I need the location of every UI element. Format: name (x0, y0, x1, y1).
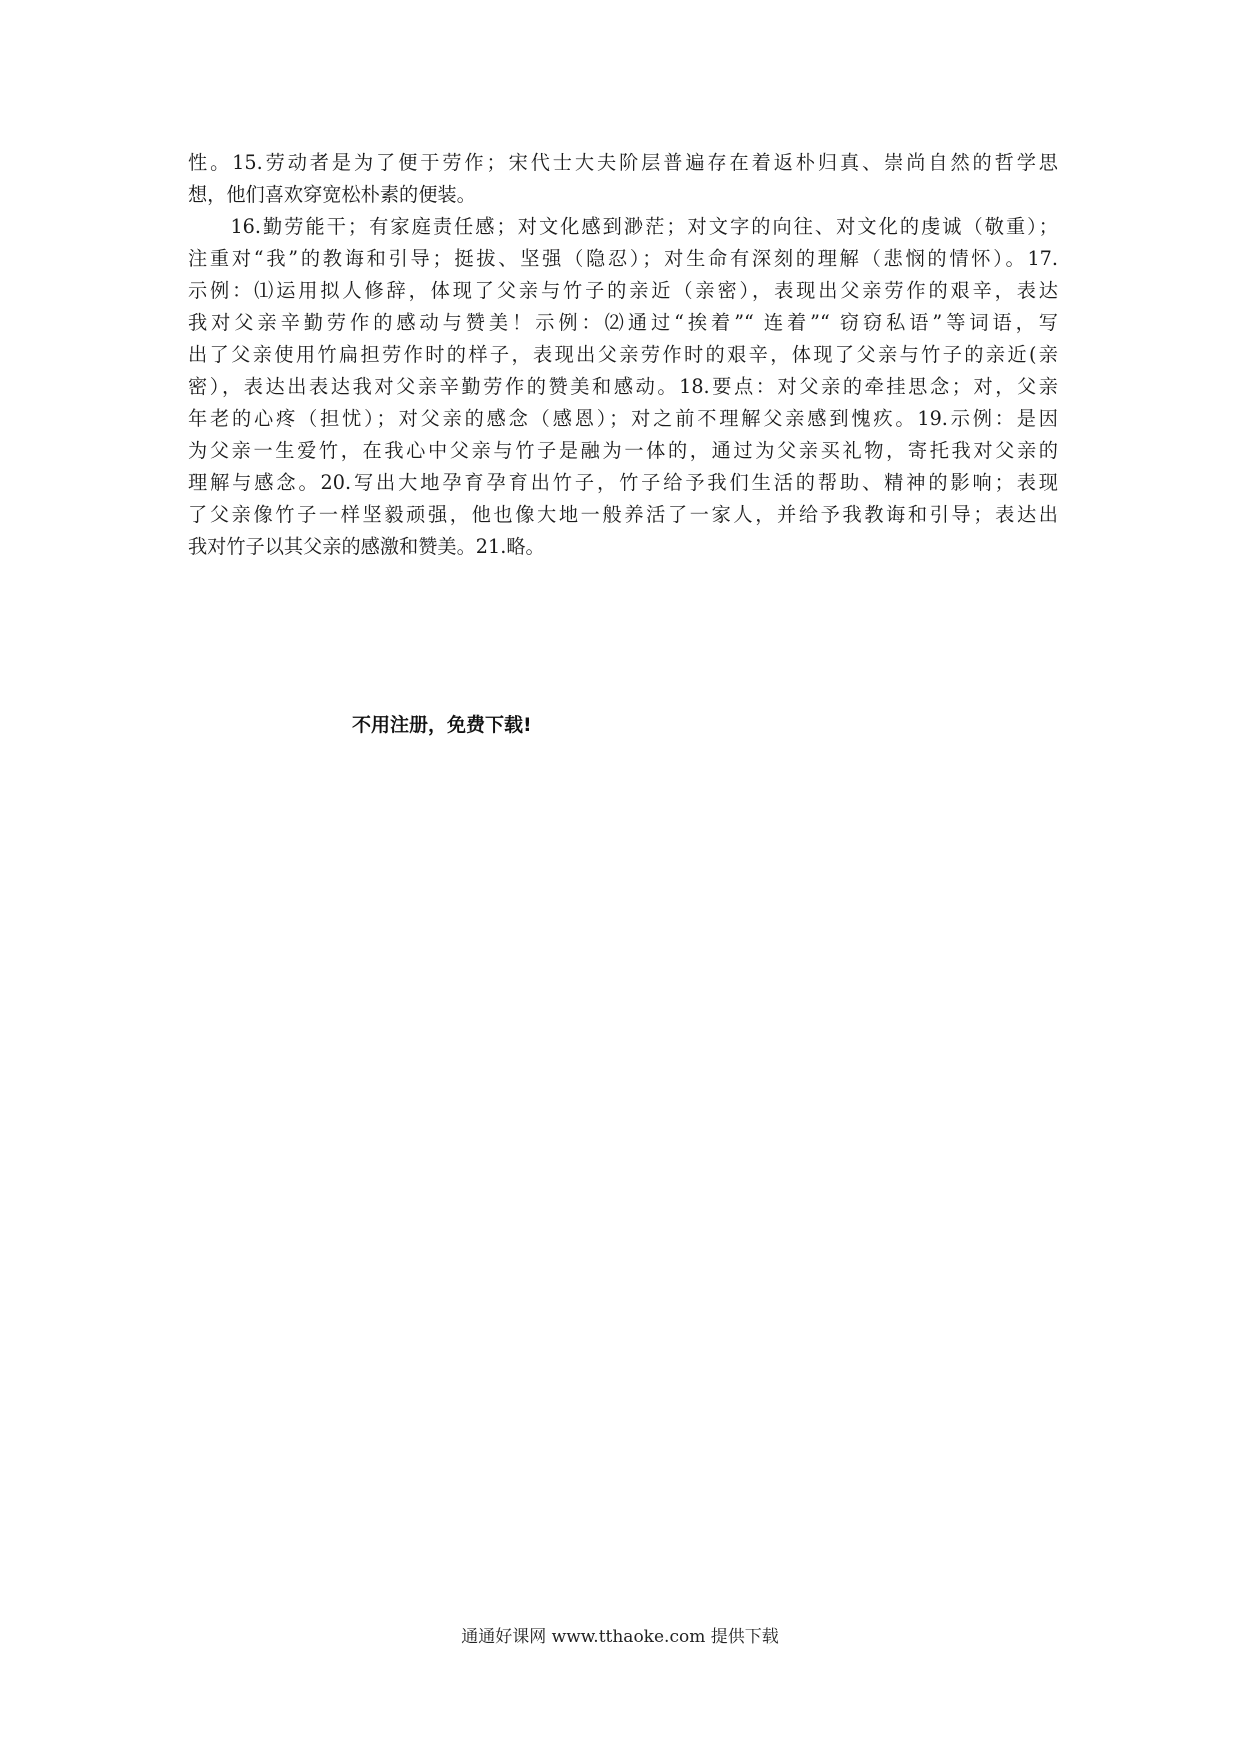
text-line: 年老的心疼（担忧）；对父亲的感念（感恩）；对之前不理解父亲感到愧疚。19.示例：是因 (188, 407, 1058, 430)
text-line: 想，他们喜欢穿宽松朴素的便装。 (188, 183, 476, 206)
text-line: 示例：⑴运用拟人修辞，体现了父亲与竹子的亲近（亲密），表现出父亲劳作的艰辛，表达 (188, 279, 1058, 302)
text-line: 性。15.劳动者是为了便于劳作；宋代士大夫阶层普遍存在着返朴归真、崇尚自然的哲学思 (188, 151, 1058, 174)
text-line: 理解与感念。20.写出大地孕育孕育出竹子，竹子给予我们生活的帮助、精神的影响；表现 (188, 471, 1058, 494)
text-line: 注重对“我”的教诲和引导；挺拔、坚强（隐忍）；对生命有深刻的理解（悲悯的情怀）。17. (188, 247, 1058, 270)
text-line: 密），表达出表达我对父亲辛勤劳作的赞美和感动。18.要点：对父亲的牵挂思念；对，父亲 (188, 375, 1058, 398)
text-line: 了父亲像竹子一样坚毅顽强，他也像大地一般养活了一家人，并给予我教诲和引导；表达出 (188, 503, 1058, 526)
text-line: 为父亲一生爱竹，在我心中父亲与竹子是融为一体的，通过为父亲买礼物，寄托我对父亲的 (188, 439, 1058, 462)
free-download-notice: 不用注册，免费下载! (352, 714, 532, 736)
text-line: 我对父亲辛勤劳作的感动与赞美！示例：⑵通过“挨着”“ 连着”“ 窃窃私语”等词语，写 (188, 311, 1058, 334)
text-line: 我对竹子以其父亲的感激和赞美。21.略。 (188, 535, 545, 558)
page-footer: 通通好课网 www.tthaoke.com 提供下载 (461, 1627, 779, 1647)
answer-text-block (188, 147, 1058, 563)
text-line: 16.勤劳能干；有家庭责任感；对文化感到渺茫；对文字的向往、对文化的虔诚（敬重）； (188, 215, 1058, 238)
text-line: 出了父亲使用竹扁担劳作时的样子，表现出父亲劳作时的艰辛，体现了父亲与竹子的亲近(亲 (188, 343, 1058, 366)
